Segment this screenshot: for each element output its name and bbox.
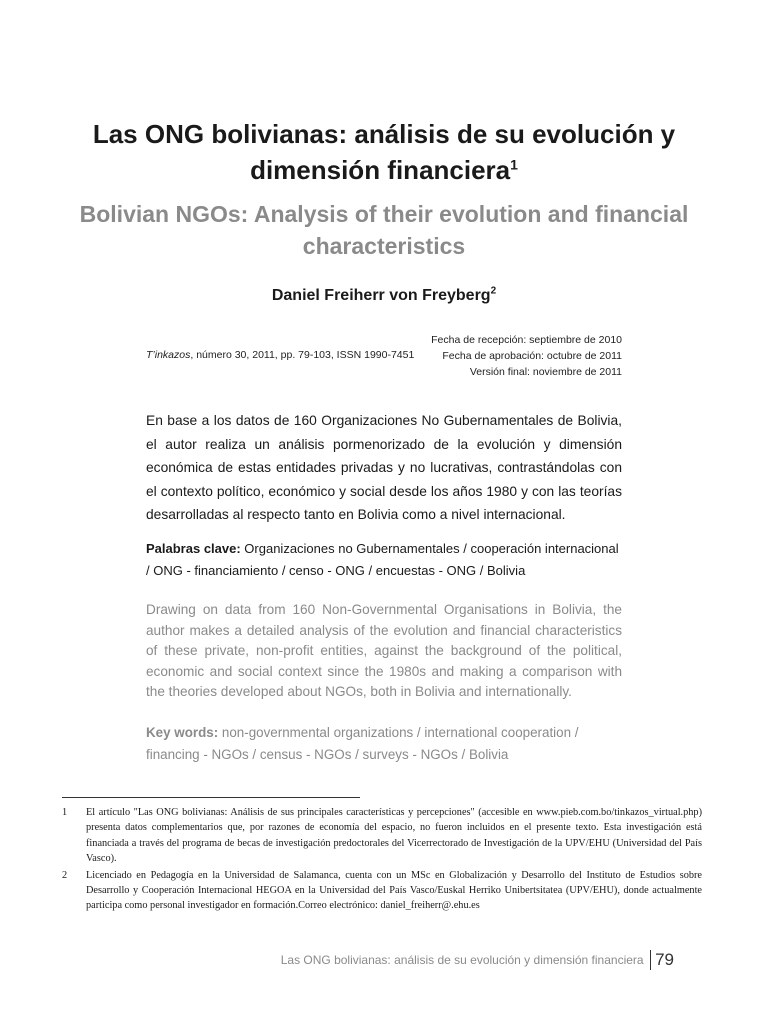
article-title-text: Las ONG bolivianas: análisis de su evolución y dimensión financiera — [92, 119, 676, 185]
abstract-spanish: En base a los datos de 160 Organizaciones No Gubernamentales de Bolivia, el autor realiza un análisis pormenorizado de la evolución y dimensión económica de estas entidades privadas y no lucrativas, contrastándolas con el contexto político, económico y social desde los años 1980 y con las teorías desarrolladas al respecto tanto en Bolivia como a nivel internacional. — [146, 413, 622, 522]
page-footer — [281, 950, 674, 970]
footnote-text: Licenciado en Pedagogía en la Universidad de Salamanca, cuenta con un MSc en Globalización y Desarrollo del Instituto de Estudios sobre Desarrollo y Cooperación Internacional HEGOA en la Universidad del País Vasco/Euskal Herriko Unibertsitatea (UPV/EHU), donde actualmente participa como personal investigador en formación.Correo electrónico: daniel_freiherr@.ehu.es — [86, 869, 702, 912]
publication-dates — [431, 332, 622, 380]
author-name: Daniel Freiherr von Freyberg — [271, 287, 491, 304]
footer-divider — [650, 950, 652, 970]
footnote-1 — [62, 805, 702, 867]
date-received: Fecha de recepción: septiembre de 2010 — [431, 334, 622, 346]
journal-citation — [146, 349, 414, 361]
abstract-english: Drawing on data from 160 Non-Governmental Organisations in Bolivia, the author makes a detailed analysis of the evolution and financial characteristics of these private, non-profit entities, against the background of the political, economic and social context since the 1980s and making a comparison with the theories developed about NGOs, both in Bolivia and internationally. — [146, 602, 622, 699]
author-line — [60, 287, 708, 305]
keywords-english — [146, 722, 622, 765]
footnote-2 — [62, 868, 702, 914]
keywords-spanish — [146, 538, 622, 582]
author-footnote-marker: 2 — [490, 285, 497, 297]
title-footnote-marker: 1 — [510, 156, 518, 173]
page-number: 79 — [655, 950, 674, 969]
citation-details: , número 30, 2011, pp. 79-103, ISSN 1990-7451 — [190, 349, 415, 361]
article-subtitle-english: Bolivian NGOs: Analysis of their evolution and financial characteristics — [79, 201, 689, 259]
footnote-separator — [62, 797, 360, 798]
keywords-spanish-label: Palabras clave: — [146, 541, 241, 556]
date-final-version: Versión final: noviembre de 2011 — [469, 366, 622, 378]
keywords-english-label: Key words: — [146, 725, 219, 740]
keywords-spanish-text: Organizaciones no Gubernamentales / cooperación internacional / ONG - financiamiento / censo - ONG / encuestas - ONG / Bolivia — [146, 541, 619, 578]
date-approved: Fecha de aprobación: octubre de 2011 — [442, 350, 622, 362]
footnote-number: 1 — [62, 807, 68, 818]
keywords-english-text: non-governmental organizations / international cooperation / financing - NGOs / census - NGOs / surveys - NGOs / Bolivia — [146, 725, 579, 762]
running-title: Las ONG bolivianas: análisis de su evolución y dimensión financiera — [280, 953, 644, 967]
article-title — [60, 116, 708, 188]
footnote-text: El artículo "Las ONG bolivianas: Análisis de sus principales características y percepciones" (accesible en www.pieb.com.bo/tinkazos_virtual.php) presenta datos complementarios que, por razones de economía del espacio, no fueron incluidos en el presente texto. Esta investigación está financiada a través del programa de becas de investigación predoctorales del Vicerrectorado de Investigación de la UPV/EHU (Universidad del País Vasco). — [86, 807, 702, 865]
journal-name: T’inkazos — [146, 349, 191, 361]
footnotes — [62, 805, 702, 915]
footnote-number: 2 — [62, 869, 68, 881]
